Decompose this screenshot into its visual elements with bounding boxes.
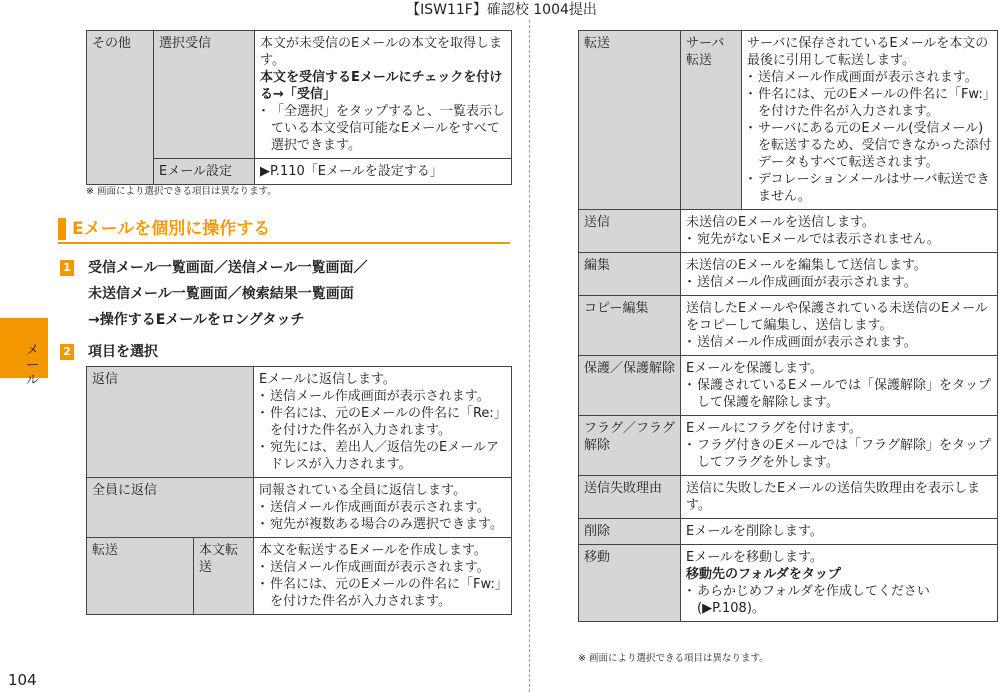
option-desc: 未送信のEメールを編集して送信します。 ・ 送信メール作成画面が表示されます。 [681, 253, 998, 296]
step-number: 1 [60, 260, 74, 276]
option-desc: 送信に失敗したEメールの送信失敗理由を表示します。 [681, 476, 998, 519]
option-desc: Eメールを保護します。 ・ 保護されているEメールでは「保護解除」をタップして保護を解除します。 [681, 356, 998, 416]
option-label: Eメール設定 [154, 159, 255, 185]
bullet: ・ 件名には、元のEメールの件名に「Re:」を付けた件名が入力されます。 [259, 405, 506, 439]
bullet: ・ 送信メール作成画面が表示されます。 [686, 274, 992, 291]
bullet: ・ あらかじめフォルダを作成してください(▶P.108)。 [686, 583, 992, 617]
option-label: 移動 [579, 545, 681, 622]
bullet: ・ 送信メール作成画面が表示されます。 [747, 69, 992, 86]
option-label: 返信 [87, 367, 254, 478]
note: ※ 画面により選択できる項目は異なります。 [86, 186, 277, 197]
option-label: 転送 [579, 31, 681, 210]
note: ※ 画面により選択できる項目は異なります。 [578, 653, 769, 664]
bullet: ・ 件名には、元のEメールの件名に「Fw:」を付けた件名が入力されます。 [747, 86, 992, 120]
option-label: 送信失敗理由 [579, 476, 681, 519]
top-table [86, 30, 512, 185]
option-sublabel: 本文転送 [194, 538, 254, 615]
bullet: ・ 「全選択」をタップすると、一覧表示している本文受信可能なEメールをすべて選択できます。 [260, 103, 506, 154]
option-label: 転送 [87, 538, 194, 615]
option-desc: Eメールを移動します。 移動先のフォルダをタップ ・ あらかじめフォルダを作成してください(▶P.108)。 [681, 545, 998, 622]
bullet: ・ 宛先には、差出人／返信先のEメールアドレスが入力されます。 [259, 439, 506, 473]
option-desc: Eメールに返信します。 ・ 送信メール作成画面が表示されます。 ・ 件名には、元のEメールの件名に「Re:」を付けた件名が入力されます。 ・ 宛先には、差出人／返信先のEメールアドレスが入力されます。 [254, 367, 512, 478]
option-label: フラグ／フラグ解除 [579, 416, 681, 476]
column-divider [529, 20, 530, 692]
bullet: ・ 宛先が複数ある場合のみ選択できます。 [259, 516, 506, 533]
option-sublabel: サーバ転送 [681, 31, 742, 210]
section-bar [58, 218, 66, 240]
option-label: 編集 [579, 253, 681, 296]
options-table-right [578, 30, 998, 622]
option-label: 削除 [579, 519, 681, 545]
option-desc: 同報されている全員に返信します。 ・ 送信メール作成画面が表示されます。 ・ 宛先が複数ある場合のみ選択できます。 [254, 478, 512, 538]
option-label: コピー編集 [579, 296, 681, 356]
option-desc: 本文が未受信のEメールの本文を取得します。 本文を受信するEメールにチェックを付ける→「受信」 ・ 「全選択」をタップすると、一覧表示している本文受信可能なEメールをすべて選択できます。 [255, 31, 512, 159]
section-title: Eメールを個別に操作する [72, 219, 271, 239]
bullet: ・ 件名には、元のEメールの件名に「Fw:」を付けた件名が入力されます。 [259, 576, 506, 610]
section-header [58, 216, 510, 244]
side-tab [0, 318, 48, 378]
bullet: ・ 保護されているEメールでは「保護解除」をタップして保護を解除します。 [686, 377, 992, 411]
page-number: 104 [8, 671, 37, 689]
bullet: ・ フラグ付きのEメールでは「フラグ解除」をタップしてフラグを外します。 [686, 437, 992, 471]
bullet: ・ デコレーションメールはサーバ転送できません。 [747, 171, 992, 205]
option-label: 選択受信 [154, 31, 255, 159]
option-label: 全員に返信 [87, 478, 254, 538]
option-desc: Eメールを削除します。 [681, 519, 998, 545]
options-table-left [86, 366, 512, 615]
option-desc: 本文を転送するEメールを作成します。 ・ 送信メール作成画面が表示されます。 ・ 件名には、元のEメールの件名に「Fw:」を付けた件名が入力されます。 [254, 538, 512, 615]
bullet: ・ 送信メール作成画面が表示されます。 [259, 499, 506, 516]
option-desc: 未送信のEメールを送信します。 ・ 宛先がないEメールでは表示されません。 [681, 210, 998, 253]
bullet: ・ サーバにある元のEメール(受信メール)を転送するため、受信できなかった添付データもすべて転送されます。 [747, 120, 992, 171]
option-desc: サーバに保存されているEメールを本文の最後に引用して転送します。 ・ 送信メール作成画面が表示されます。 ・ 件名には、元のEメールの件名に「Fw:」を付けた件名が入力されます。 ・ サーバにある元のEメール(受信メール)を転送するため、受信できなかった添付データもすべて転送されます。 ・ デコレーションメールはサーバ転送できません。 [742, 31, 998, 210]
bullet: ・ 宛先がないEメールでは表示されません。 [686, 231, 992, 248]
side-tab-label: メール [26, 343, 40, 388]
page-header: 【ISW11F】確認校 1004提出 [406, 2, 597, 18]
bullet: ・ 送信メール作成画面が表示されます。 [259, 388, 506, 405]
step-number: 2 [60, 344, 74, 360]
option-label: 送信 [579, 210, 681, 253]
bullet: ・ 送信メール作成画面が表示されます。 [686, 334, 992, 351]
option-desc: ▶P.110「Eメールを設定する」 [255, 159, 512, 185]
category-cell: その他 [87, 31, 154, 185]
bullet: ・ 送信メール作成画面が表示されます。 [259, 559, 506, 576]
option-desc: 送信したEメールや保護されている未送信のEメールをコピーして編集し、送信します。 ・ 送信メール作成画面が表示されます。 [681, 296, 998, 356]
option-label: 保護／保護解除 [579, 356, 681, 416]
option-desc: Eメールにフラグを付けます。 ・ フラグ付きのEメールでは「フラグ解除」をタップしてフラグを外します。 [681, 416, 998, 476]
